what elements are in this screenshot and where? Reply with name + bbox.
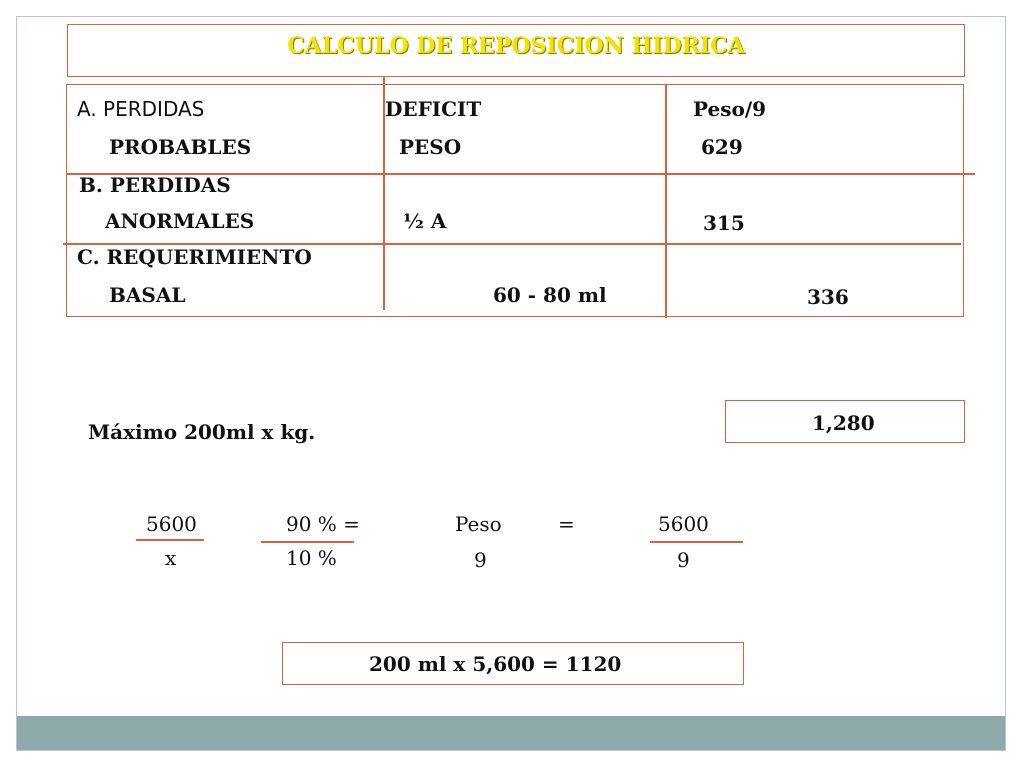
row-a-value-1: Peso/9 <box>693 97 767 121</box>
fraction-2-bar <box>261 541 354 543</box>
fraction-4-numerator: 5600 <box>658 512 709 536</box>
maximo-text: Máximo 200ml x kg. <box>88 420 316 444</box>
row-b-deficit: ½ A <box>403 209 447 233</box>
row-a-deficit-1: DEFICIT <box>385 97 482 121</box>
row-b-label-1: B. PERDIDAS <box>79 173 231 197</box>
row-a-value-2: 629 <box>701 135 743 159</box>
title-box <box>67 24 965 77</box>
fraction-3-denominator: 9 <box>474 548 487 572</box>
page-title: CALCULO DE REPOSICION HIDRICA <box>287 33 745 59</box>
row-c-label-1: C. REQUERIMIENTO <box>77 245 312 269</box>
calculation-table <box>66 84 964 317</box>
final-result: 200 ml x 5,600 = 1120 <box>369 652 622 676</box>
footer-bar <box>17 716 1005 750</box>
fraction-4-bar <box>650 541 743 543</box>
equals-sign: = <box>558 512 575 536</box>
fraction-2-numerator: 90 % = <box>286 512 360 536</box>
fraction-1-numerator: 5600 <box>146 512 197 536</box>
row-c-deficit: 60 - 80 ml <box>493 283 607 307</box>
fraction-1-bar <box>136 539 204 541</box>
fraction-4-denominator: 9 <box>677 548 690 572</box>
row-c-value: 336 <box>807 285 849 309</box>
row-a-label-1: A. PERDIDAS <box>77 97 205 121</box>
row-a-label-2: PROBABLES <box>109 135 252 159</box>
row-c-label-2: BASAL <box>109 283 186 307</box>
result-value: 1,280 <box>812 411 875 435</box>
result-box <box>725 400 965 443</box>
row-b-label-2: ANORMALES <box>105 209 255 233</box>
fraction-3-numerator: Peso <box>455 512 502 536</box>
row-a-deficit-2: PESO <box>399 135 462 159</box>
fraction-1-denominator: x <box>165 546 177 570</box>
column-divider-2 <box>665 85 667 318</box>
final-result-box <box>282 642 744 685</box>
row-b-value: 315 <box>703 211 745 235</box>
fraction-2-denominator: 10 % <box>286 546 337 570</box>
